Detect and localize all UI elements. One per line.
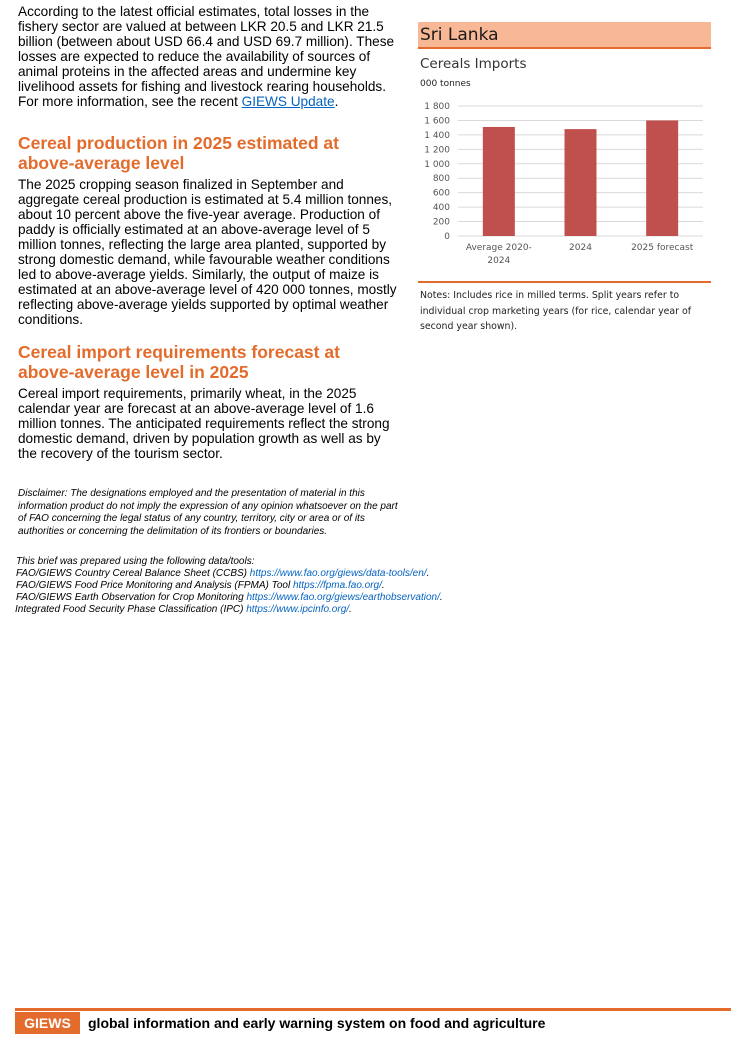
- bar: [565, 129, 597, 236]
- tool-item: FAO/GIEWS Earth Observation for Crop Monitoring https://www.fao.org/giews/earthobservation/.: [16, 592, 443, 603]
- footer-rule: [15, 1008, 731, 1011]
- production-paragraph: The 2025 cropping season finalized in September and aggregate cereal production is estimated at 5.4 million tonnes, about 10 percent above the five-year average. Production of paddy is officially estimated at an above-average level of 5 million tonnes, reflecting the large area planted, supported by strong domestic demand, while favourable weather conditions led to above-average yields. Similarly, the output of maize is estimated at an above-average level of 420 000 tonnes, mostly reflecting above-average yields supported by optimal weather conditions.: [18, 177, 397, 327]
- intro-paragraph: According to the latest official estimates, total losses in the fishery sector are valued at between LKR 20.5 and LKR 21.5 billion (between about USD 66.4 and USD 69.7 million). These losses are expected to reduce the availability of sources of animal proteins in the affected areas and undermine key livelihood assets for fishing and livestock rearing households. For more information, see the recent GIEWS Update.: [18, 4, 395, 109]
- y-tick-label: 1 000: [424, 159, 450, 170]
- disclaimer: Disclaimer: The designations employed and the presentation of material in this information product do not imply the expression of any opinion whatsoever on the part of FAO concerning the legal status of any country, territory, city or area or of its authorities or concerning the delimitation of its frontiers or boundaries.: [18, 488, 398, 538]
- y-tick-label: 200: [432, 217, 450, 228]
- giews-update-link[interactable]: GIEWS Update: [241, 94, 335, 109]
- tool-link-earth-observation[interactable]: https://www.fao.org/giews/earthobservation/: [246, 592, 440, 603]
- y-tick-label: 600: [432, 188, 450, 199]
- chart-title: Cereals Imports: [420, 56, 527, 72]
- x-tick-label: 2025 forecast: [631, 243, 694, 253]
- x-tick-label: Average 2020-2024: [465, 243, 532, 266]
- imports-paragraph: Cereal import requirements, primarily wheat, in the 2025 calendar year are forecast at an above-average level of 1.6 million tonnes. The anticipated requirements reflect the strong domestic demand, driven by population growth as well as by the recovery of the tourism sector.: [18, 386, 390, 461]
- cereal-imports-chart: [418, 92, 711, 277]
- footer-tagline: global information and early warning system on food and agriculture: [88, 1015, 546, 1031]
- tool-link-ipc[interactable]: https://www.ipcinfo.org/: [246, 604, 350, 615]
- y-tick-label: 1 400: [424, 130, 450, 141]
- chart-unit-label: 000 tonnes: [420, 79, 471, 89]
- y-tick-label: 1 600: [424, 116, 450, 127]
- tool-item: Integrated Food Security Phase Classification (IPC) https://www.ipcinfo.org/.: [15, 604, 352, 615]
- x-tick-label: 2024: [569, 243, 592, 253]
- y-tick-label: 400: [432, 203, 450, 214]
- tool-link-ccbs[interactable]: https://www.fao.org/giews/data-tools/en/: [249, 568, 427, 579]
- chart-notes: Notes: Includes rice in milled terms. Split years refer to individual crop marketing years (for rice, calendar year of second year shown).: [420, 290, 692, 332]
- y-tick-label: 0: [444, 232, 450, 242]
- bar: [646, 120, 678, 236]
- country-header: [418, 22, 711, 49]
- main-column: [18, 4, 400, 461]
- bar: [483, 127, 515, 236]
- section-heading-production: Cereal production in 2025 estimated at above-average level: [18, 133, 339, 173]
- country-name: Sri Lanka: [420, 25, 499, 45]
- tools-intro: This brief was prepared using the following data/tools:: [16, 556, 255, 567]
- tool-link-fpma[interactable]: https://fpma.fao.org/: [292, 580, 382, 591]
- y-tick-label: 1 200: [424, 145, 450, 156]
- y-tick-label: 800: [432, 174, 450, 185]
- tool-item: FAO/GIEWS Country Cereal Balance Sheet (CCBS) https://www.fao.org/giews/data-tools/en/.: [16, 568, 430, 579]
- y-tick-label: 1 800: [424, 102, 450, 112]
- chart-divider: [418, 281, 711, 283]
- data-tools-list: [15, 556, 485, 616]
- tool-item: FAO/GIEWS Food Price Monitoring and Analysis (FPMA) Tool https://fpma.fao.org/.: [16, 580, 385, 591]
- giews-badge: GIEWS: [15, 1012, 80, 1034]
- section-heading-imports: Cereal import requirements forecast at above-average level in 2025: [18, 342, 340, 382]
